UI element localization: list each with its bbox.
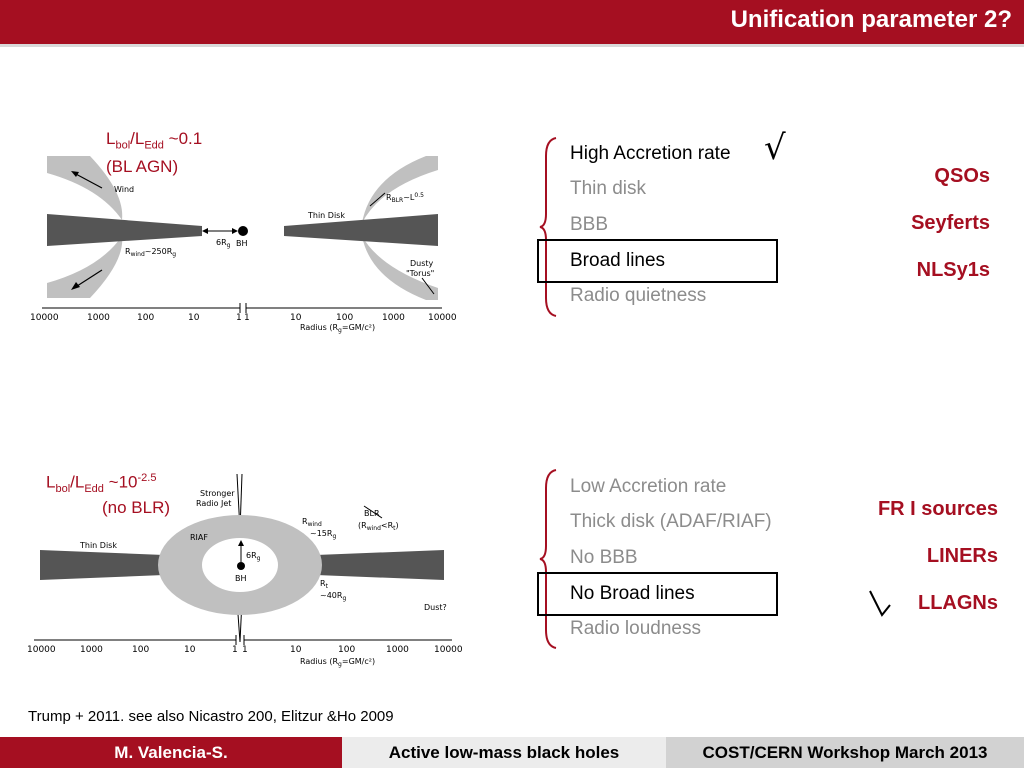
dusty-label: Dusty: [410, 259, 434, 268]
rwind-label: $R_{wind}$: [302, 517, 322, 528]
torus-cone-lower-right: [362, 236, 438, 300]
footer-talk-title: Active low-mass black holes: [342, 737, 666, 768]
wind-label: Wind: [114, 185, 135, 194]
list-item: Thick disk (ADAF/RIAF): [570, 511, 772, 532]
list-item: Radio loudness: [570, 618, 701, 639]
tick-label: 10: [188, 313, 200, 323]
tick-label: 1000: [382, 313, 405, 323]
tick-label: 10: [290, 645, 302, 655]
thin-disk-left: [47, 214, 202, 246]
dust-label: Dust?: [424, 603, 447, 612]
list-item: BBB: [570, 214, 609, 235]
property-list-bottom: [570, 476, 830, 646]
slide-title: Unification parameter 2?: [730, 6, 1012, 33]
tick-label: 10: [184, 645, 196, 655]
ratio-bol: bol: [55, 483, 71, 496]
agn-classes-bottom: [800, 498, 998, 618]
agn-classes-top: [800, 165, 990, 285]
footer-event: COST/CERN Workshop March 2013: [666, 737, 1024, 768]
rblr-label: $R_{BLR}\sim L^{0.5}$: [386, 192, 424, 204]
class-label: Seyferts: [911, 212, 990, 234]
ratio-value: ~10: [103, 472, 138, 492]
property-list-top: [570, 143, 830, 313]
tick-label: 10: [290, 313, 302, 323]
tick-label: 1000: [386, 645, 409, 655]
curly-brace-bottom: [538, 468, 560, 650]
rwind-label: $R_{wind}\sim 250R_g$: [125, 247, 177, 258]
tick-label: 10000: [434, 645, 463, 655]
ratio-edd: Edd: [144, 139, 164, 152]
title-bar: [0, 0, 1024, 47]
no-blr-diagram: [24, 470, 464, 670]
ratio-value: ~0.1: [163, 129, 203, 148]
ratio-l: L: [106, 129, 116, 148]
checkmark-icon: √: [764, 128, 786, 168]
tick-label: 10000: [30, 313, 59, 323]
class-label: FR I sources: [877, 498, 998, 520]
bh-label: BH: [235, 574, 247, 583]
torus-cone-upper-right: [362, 156, 438, 223]
rt-label: $R_t$: [320, 579, 328, 590]
reference-citation: Trump + 2011. see also Nicastro 200, Elitzur &Ho 2009: [28, 708, 394, 725]
tick-label: 10000: [428, 313, 457, 323]
rt-value-label: $\sim 40R_g$: [320, 591, 347, 602]
tick-label: 1: [236, 313, 242, 323]
tick-label: 1000: [80, 645, 103, 655]
curly-brace-top: [538, 136, 560, 318]
tick-label: 100: [336, 313, 354, 323]
thin-disk-label: Thin Disk: [308, 211, 345, 220]
agn-type-label-top: (BL AGN): [106, 157, 179, 176]
class-label: LINERs: [926, 545, 998, 567]
ratio-edd: Edd: [84, 483, 104, 496]
thin-disk-label: Thin Disk: [80, 541, 117, 550]
ratio-bol: bol: [115, 139, 131, 152]
ratio-l: L: [46, 472, 56, 492]
black-hole: [237, 562, 245, 570]
bh-label: BH: [236, 239, 248, 248]
six-rg-arrow-head-left: [202, 228, 208, 234]
six-rg-arrow-head: [238, 540, 244, 546]
agn-type-label-bottom: (no BLR): [102, 498, 171, 517]
class-label: LLAGNs: [918, 592, 998, 614]
list-item: No BBB: [570, 547, 638, 568]
six-rg-label: $6R_g$: [246, 551, 261, 562]
footer-author: M. Valencia-S.: [0, 737, 342, 768]
riaf-label: RIAF: [190, 533, 208, 542]
tick-label: 10000: [27, 645, 56, 655]
tick-label: 1: [242, 645, 248, 655]
highlight-box-broad-lines: [537, 239, 778, 283]
list-item: Broad lines: [570, 250, 666, 271]
tick-label: 1: [232, 645, 238, 655]
class-label: QSOs: [934, 165, 990, 187]
footer: [0, 737, 1024, 768]
thin-disk-left: [40, 550, 164, 580]
tick-label: 100: [137, 313, 155, 323]
tick-label: 100: [132, 645, 150, 655]
stronger-label: Stronger: [200, 489, 235, 498]
list-item: No Broad lines: [570, 583, 695, 604]
tick-label: 1: [244, 313, 250, 323]
list-item: Thin disk: [570, 178, 647, 199]
tick-label: 100: [338, 645, 356, 655]
radius-axis-label: Radius $(R_g=GM/c^2)$: [300, 657, 376, 668]
wind-cone-upper-left: [47, 156, 122, 220]
highlight-box-no-broad-lines: [537, 572, 778, 616]
ratio-exponent: -2.5: [137, 472, 157, 484]
six-rg-arrow-head-right: [232, 228, 238, 234]
list-item: Radio quietness: [570, 285, 707, 306]
tick-label: 1000: [87, 313, 110, 323]
ratio-slash: /L: [130, 129, 145, 148]
list-item: High Accretion rate: [570, 143, 731, 164]
torus-label: "Torus": [406, 269, 435, 278]
thin-disk-right: [316, 550, 444, 580]
rwind-value-label: $\sim 15R_g$: [310, 529, 337, 540]
blr-condition-label: $(R_{wind}<R_t)$: [358, 521, 399, 532]
class-label: NLSy1s: [916, 259, 990, 281]
wind-cone-lower-left: [47, 236, 122, 298]
blr-label: BLR: [364, 509, 380, 518]
radio-jet-label: Radio Jet: [196, 499, 232, 508]
ratio-slash: /L: [70, 472, 85, 492]
bl-agn-diagram: [30, 148, 460, 338]
six-rg-label: $6R_g$: [216, 238, 231, 249]
black-hole: [238, 226, 248, 236]
radius-axis-label: Radius $(R_g=GM/c^2)$: [300, 323, 376, 334]
list-item: Low Accretion rate: [570, 476, 727, 497]
